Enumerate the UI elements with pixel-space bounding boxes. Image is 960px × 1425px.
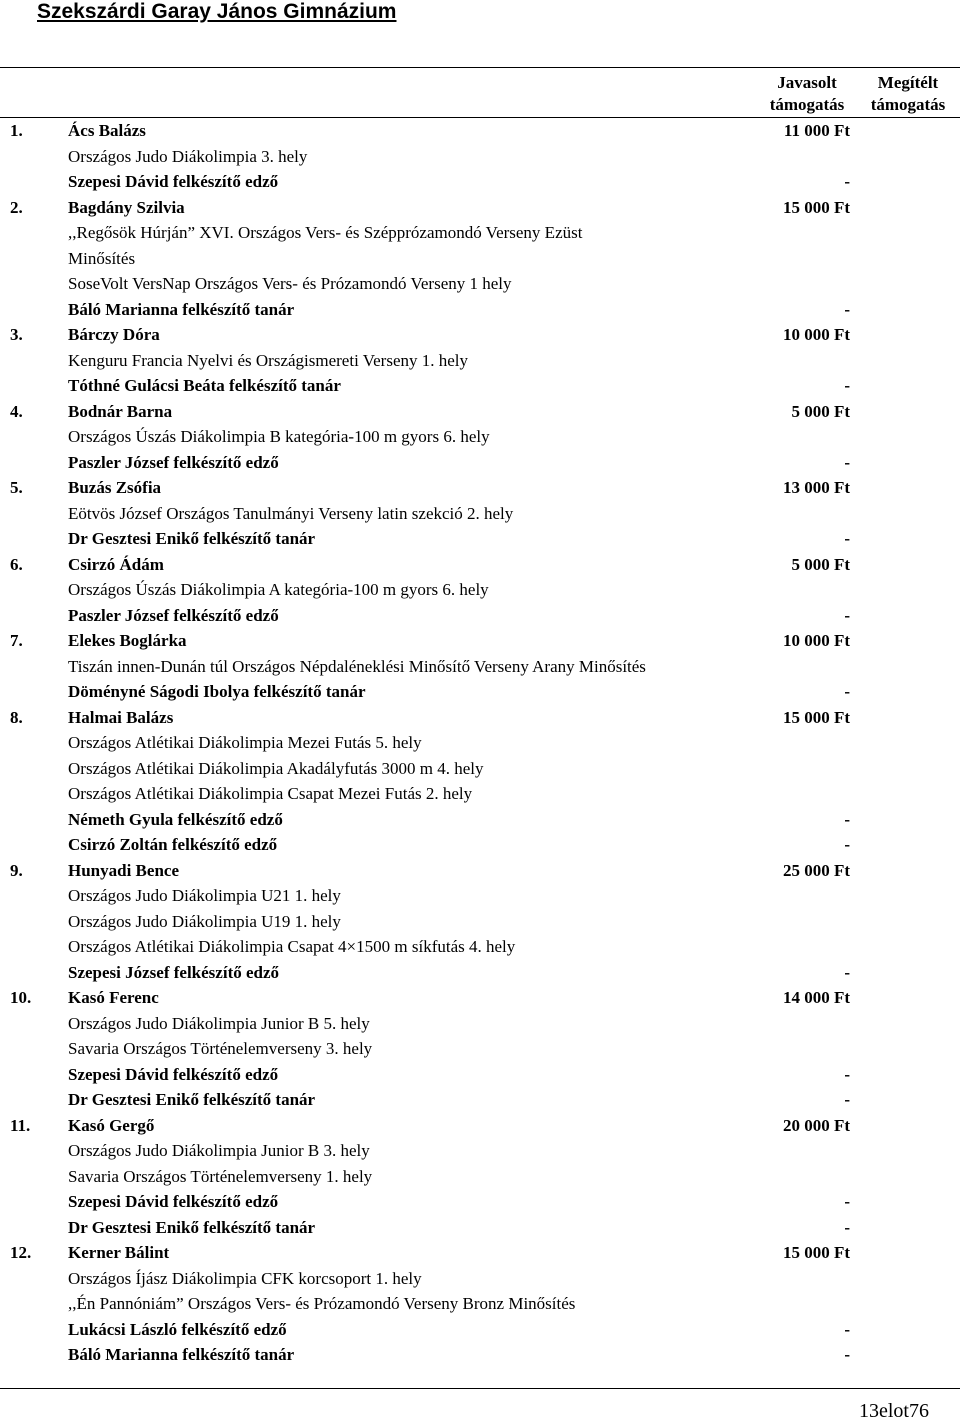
achievement-row bbox=[0, 934, 960, 960]
achievement-text: Országos Atlétikai Diákolimpia Csapat Mezei Futás 2. hely bbox=[68, 784, 473, 803]
granted-header-line1: Megítélt bbox=[877, 73, 939, 92]
achievement-row bbox=[0, 883, 960, 909]
achievement-text: ,,Regősök Húrján” XVI. Országos Vers- és Szépprózamondó Verseny Ezüst bbox=[68, 223, 583, 242]
coach-name: Paszler József felkészítő edző bbox=[68, 452, 279, 472]
achievement-row bbox=[0, 1266, 960, 1292]
achievement-text: Országos Íjász Diákolimpia CFK korcsoport 1. hely bbox=[68, 1268, 422, 1288]
achievement-text: Tiszán innen-Dunán túl Országos Népdaléneklési Minősítő Verseny Arany Minősítés bbox=[68, 656, 646, 676]
document-title: Szekszárdi Garay János Gimnázium bbox=[37, 0, 397, 23]
achievement-row bbox=[0, 220, 960, 246]
coach-row bbox=[0, 1062, 960, 1088]
achievement-row bbox=[0, 1036, 960, 1062]
student-name: Halmai Balázs bbox=[68, 707, 174, 727]
coach-amount: - bbox=[844, 809, 850, 829]
coach-row bbox=[0, 1087, 960, 1113]
coach-name: Báló Marianna felkészítő tanár bbox=[68, 299, 295, 319]
coach-name: Németh Gyula felkészítő edző bbox=[68, 809, 283, 829]
coach-row bbox=[0, 1342, 960, 1368]
proposed-amount: 13 000 Ft bbox=[782, 478, 850, 497]
coach-name: Dr Gesztesi Enikő felkészítő tanár bbox=[68, 1090, 316, 1109]
achievement-text: Savaria Országos Történelemverseny 1. hely bbox=[68, 1166, 373, 1186]
achievement-text: Országos Judo Diákolimpia U21 1. hely bbox=[68, 886, 341, 905]
entry-row bbox=[0, 1113, 960, 1139]
achievement-row bbox=[0, 730, 960, 756]
header-rule bbox=[0, 67, 960, 68]
coach-amount: - bbox=[844, 376, 850, 395]
entry-row bbox=[0, 475, 960, 501]
achievement-text: Országos Atlétikai Diákolimpia Mezei Futás 5. hely bbox=[68, 733, 422, 752]
entry-number: 2. bbox=[10, 197, 23, 217]
student-name: Elekes Boglárka bbox=[68, 631, 187, 650]
coach-row bbox=[0, 1189, 960, 1215]
coach-row bbox=[0, 832, 960, 858]
coach-amount: - bbox=[844, 682, 850, 701]
proposed-amount: 10 000 Ft bbox=[782, 325, 850, 344]
granted-support-header bbox=[862, 72, 954, 116]
student-name: Bárczy Dóra bbox=[68, 325, 160, 344]
achievement-text: Országos Judo Diákolimpia Junior B 5. hely bbox=[68, 1013, 370, 1033]
coach-row bbox=[0, 603, 960, 629]
entry-row bbox=[0, 628, 960, 654]
achievement-text: Országos Judo Diákolimpia Junior B 3. hely bbox=[68, 1141, 370, 1160]
proposed-amount: 5 000 Ft bbox=[791, 554, 850, 574]
entry-number: 11. bbox=[10, 1115, 31, 1135]
proposed-support-header bbox=[762, 72, 852, 116]
achievement-row bbox=[0, 1164, 960, 1190]
coach-row bbox=[0, 679, 960, 705]
proposed-amount: 11 000 Ft bbox=[783, 121, 850, 140]
coach-row bbox=[0, 1317, 960, 1343]
achievement-row bbox=[0, 909, 960, 935]
achievement-text: Országos Atlétikai Diákolimpia Csapat 4×1500 m síkfutás 4. hely bbox=[68, 937, 516, 956]
entry-number: 5. bbox=[10, 478, 23, 497]
achievement-text: Eötvös József Országos Tanulmányi Verseny latin szekció 2. hely bbox=[68, 503, 514, 523]
coach-name: Báló Marianna felkészítő tanár bbox=[68, 1345, 295, 1364]
entry-number: 8. bbox=[10, 707, 23, 727]
page-number: 13elot76 bbox=[859, 1400, 929, 1422]
achievement-text: Kenguru Francia Nyelvi és Országismereti Verseny 1. hely bbox=[68, 350, 469, 370]
coach-row bbox=[0, 1215, 960, 1241]
entry-row bbox=[0, 552, 960, 578]
entry-number: 10. bbox=[10, 988, 32, 1007]
achievement-text: Országos Judo Diákolimpia 3. hely bbox=[68, 146, 308, 166]
achievement-row bbox=[0, 1011, 960, 1037]
coach-name: Csirzó Zoltán felkészítő edző bbox=[68, 835, 278, 854]
coach-amount: - bbox=[844, 1217, 850, 1237]
coach-amount: - bbox=[844, 1319, 850, 1339]
coach-amount: - bbox=[844, 1345, 850, 1364]
proposed-header-line2: támogatás bbox=[769, 95, 845, 114]
coach-name: Dr Gesztesi Enikő felkészítő tanár bbox=[68, 529, 316, 548]
achievement-row bbox=[0, 1291, 960, 1317]
achievement-row bbox=[0, 577, 960, 603]
achievement-text: Országos Atlétikai Diákolimpia Akadályfutás 3000 m 4. hely bbox=[68, 758, 484, 778]
entry-number: 3. bbox=[10, 325, 23, 344]
coach-row bbox=[0, 297, 960, 323]
achievement-row bbox=[0, 501, 960, 527]
achievement-row bbox=[0, 424, 960, 450]
footer-rule bbox=[0, 1388, 960, 1389]
entry-number: 9. bbox=[10, 860, 23, 880]
achievement-row bbox=[0, 144, 960, 170]
achievement-row bbox=[0, 271, 960, 297]
entry-row bbox=[0, 118, 960, 144]
coach-name: Lukácsi László felkészítő edző bbox=[68, 1319, 287, 1339]
student-name: Csirzó Ádám bbox=[68, 554, 164, 574]
achievement-text: ,,Én Pannóniám” Országos Vers- és Prózamondó Verseny Bronz Minősítés bbox=[68, 1294, 576, 1313]
student-name: Ács Balázs bbox=[68, 121, 146, 140]
coach-amount: - bbox=[844, 605, 850, 625]
coach-amount: - bbox=[844, 1192, 850, 1211]
coach-name: Szepesi Dávid felkészítő edző bbox=[68, 1064, 279, 1084]
student-name: Buzás Zsófia bbox=[68, 478, 162, 497]
achievement-row bbox=[0, 348, 960, 374]
student-name: Hunyadi Bence bbox=[68, 860, 179, 880]
entry-number: 4. bbox=[10, 401, 23, 421]
student-name: Bodnár Barna bbox=[68, 401, 173, 421]
student-name: Bagdány Szilvia bbox=[68, 197, 185, 217]
proposed-amount: 15 000 Ft bbox=[782, 707, 850, 727]
coach-amount: - bbox=[844, 835, 850, 854]
proposed-amount: 15 000 Ft bbox=[782, 197, 850, 217]
coach-amount: - bbox=[844, 299, 850, 319]
achievement-text: Minősítés bbox=[68, 248, 136, 268]
student-name: Kasó Gergő bbox=[68, 1115, 155, 1135]
entry-row bbox=[0, 858, 960, 884]
entry-row bbox=[0, 322, 960, 348]
achievement-row bbox=[0, 1138, 960, 1164]
student-name: Kerner Bálint bbox=[68, 1243, 170, 1262]
coach-row bbox=[0, 807, 960, 833]
achievement-text: Országos Úszás Diákolimpia A kategória-100 m gyors 6. hely bbox=[68, 580, 489, 599]
coach-name: Szepesi Dávid felkészítő edző bbox=[68, 1192, 279, 1211]
coach-name: Szepesi Dávid felkészítő edző bbox=[68, 172, 279, 191]
coach-amount: - bbox=[844, 452, 850, 472]
coach-row bbox=[0, 450, 960, 476]
entry-number: 12. bbox=[10, 1243, 32, 1262]
achievement-row bbox=[0, 654, 960, 680]
entry-number: 6. bbox=[10, 554, 23, 574]
student-name: Kasó Ferenc bbox=[68, 988, 159, 1007]
entry-row bbox=[0, 705, 960, 731]
proposed-amount: 20 000 Ft bbox=[782, 1115, 850, 1135]
achievement-text: Országos Úszás Diákolimpia B kategória-100 m gyors 6. hely bbox=[68, 427, 490, 446]
coach-row bbox=[0, 960, 960, 986]
achievement-text: SoseVolt VersNap Országos Vers- és Prózamondó Verseny 1 hely bbox=[68, 274, 512, 293]
proposed-amount: 25 000 Ft bbox=[782, 860, 850, 880]
coach-row bbox=[0, 169, 960, 195]
coach-name: Dr Gesztesi Enikő felkészítő tanár bbox=[68, 1217, 316, 1237]
coach-amount: - bbox=[844, 1090, 850, 1109]
coach-amount: - bbox=[844, 172, 850, 191]
achievement-text: Országos Judo Diákolimpia U19 1. hely bbox=[68, 911, 341, 931]
award-list bbox=[0, 118, 960, 1368]
proposed-header-line1: Javasolt bbox=[777, 73, 837, 92]
proposed-amount: 5 000 Ft bbox=[791, 401, 850, 421]
entry-number: 1. bbox=[10, 121, 23, 140]
coach-row bbox=[0, 526, 960, 552]
entry-row bbox=[0, 195, 960, 221]
achievement-text: Savaria Országos Történelemverseny 3. hely bbox=[68, 1039, 373, 1058]
entry-row bbox=[0, 1240, 960, 1266]
coach-amount: - bbox=[844, 529, 850, 548]
achievement-row bbox=[0, 246, 960, 272]
coach-row bbox=[0, 373, 960, 399]
coach-name: Paszler József felkészítő edző bbox=[68, 605, 279, 625]
coach-name: Döményné Ságodi Ibolya felkészítő tanár bbox=[68, 682, 366, 701]
achievement-row bbox=[0, 756, 960, 782]
entry-row bbox=[0, 985, 960, 1011]
coach-amount: - bbox=[844, 962, 850, 982]
entry-row bbox=[0, 399, 960, 425]
proposed-amount: 14 000 Ft bbox=[782, 988, 850, 1007]
entry-number: 7. bbox=[10, 631, 23, 650]
proposed-amount: 15 000 Ft bbox=[782, 1243, 850, 1262]
proposed-amount: 10 000 Ft bbox=[782, 631, 850, 650]
coach-amount: - bbox=[844, 1064, 850, 1084]
coach-name: Szepesi József felkészítő edző bbox=[68, 962, 280, 982]
achievement-row bbox=[0, 781, 960, 807]
coach-name: Tóthné Gulácsi Beáta felkészítő tanár bbox=[68, 376, 341, 395]
granted-header-line2: támogatás bbox=[870, 95, 946, 114]
